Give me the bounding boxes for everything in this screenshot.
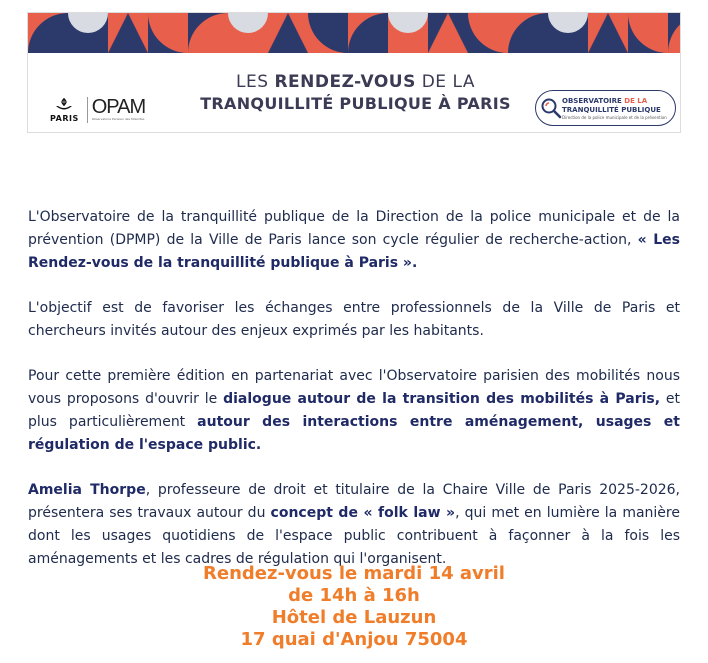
magnifier-icon	[540, 97, 562, 119]
cycle-title: « Les Rendez-vous de la tranquillité publique à Paris ».	[28, 232, 681, 271]
observatoire-logo-line1: OBSERVATOIRE DE LA	[562, 97, 648, 105]
speaker-name: Amelia Thorpe	[28, 482, 146, 498]
event-date: Rendez-vous le mardi 14 avril	[203, 563, 505, 584]
invitation-body	[28, 206, 680, 593]
paris-logo-text: PARIS	[50, 114, 79, 123]
event-time: de 14h à 16h	[288, 585, 420, 606]
paragraph-edition: Pour cette première édition en partenariat avec l'Observatoire parisien des mobilités nous vous proposons d'ouvrir le dialogue autour de la transition des mobilités à Paris, et plus particulièrement autour des interactions entre aménagement, usages et régulation de l'espace public.	[28, 368, 680, 453]
paragraph-objective: L'objectif est de favoriser les échanges entre professionnels de la Ville de Paris et chercheurs invités autour des enjeux exprimés par les habitants.	[28, 300, 680, 339]
event-venue: Hôtel de Lauzun	[271, 607, 437, 628]
paris-ship-icon	[53, 97, 75, 113]
header-banner	[27, 12, 681, 133]
observatoire-logo-line2: TRANQUILLITÉ PUBLIQUE	[562, 106, 661, 114]
observatoire-logo	[535, 90, 676, 126]
decorative-pattern	[28, 13, 681, 53]
banner-title-line2: TRANQUILLITÉ PUBLIQUE À PARIS	[200, 94, 511, 113]
opam-logo-subtitle: Observatoire Parisien des Mobilités	[91, 117, 145, 121]
partner-logos	[50, 97, 145, 123]
opam-logo-text: OPAM	[91, 96, 146, 118]
event-details	[0, 563, 708, 651]
event-address: 17 quai d'Anjou 75004	[240, 629, 468, 650]
observatoire-logo-line3: Direction de la police municipale et de la prévention	[562, 115, 667, 120]
paragraph-speaker: Amelia Thorpe, professeure de droit et titulaire de la Chaire Ville de Paris 2025-2026, présentera ses travaux autour du concept de « folk law », qui met en lumière la manière dont les usages quotidiens de l'espace public contribuent à façonner à la fois les aménagements et les cadres de régulation qui l'organisent.	[28, 482, 680, 567]
paragraph-intro: L'Observatoire de la tranquillité publique de la Direction de la police municipale et de la prévention (DPMP) de la Ville de Paris lance son cycle régulier de recherche-action, « Les Rendez-vous de la tranquillité publique à Paris ».	[28, 209, 681, 271]
paris-logo	[50, 97, 79, 123]
banner-title	[183, 71, 528, 115]
logo-divider	[87, 97, 88, 123]
banner-title-line1: LES RENDEZ-VOUS DE LA	[236, 72, 475, 92]
opam-logo	[92, 97, 145, 121]
